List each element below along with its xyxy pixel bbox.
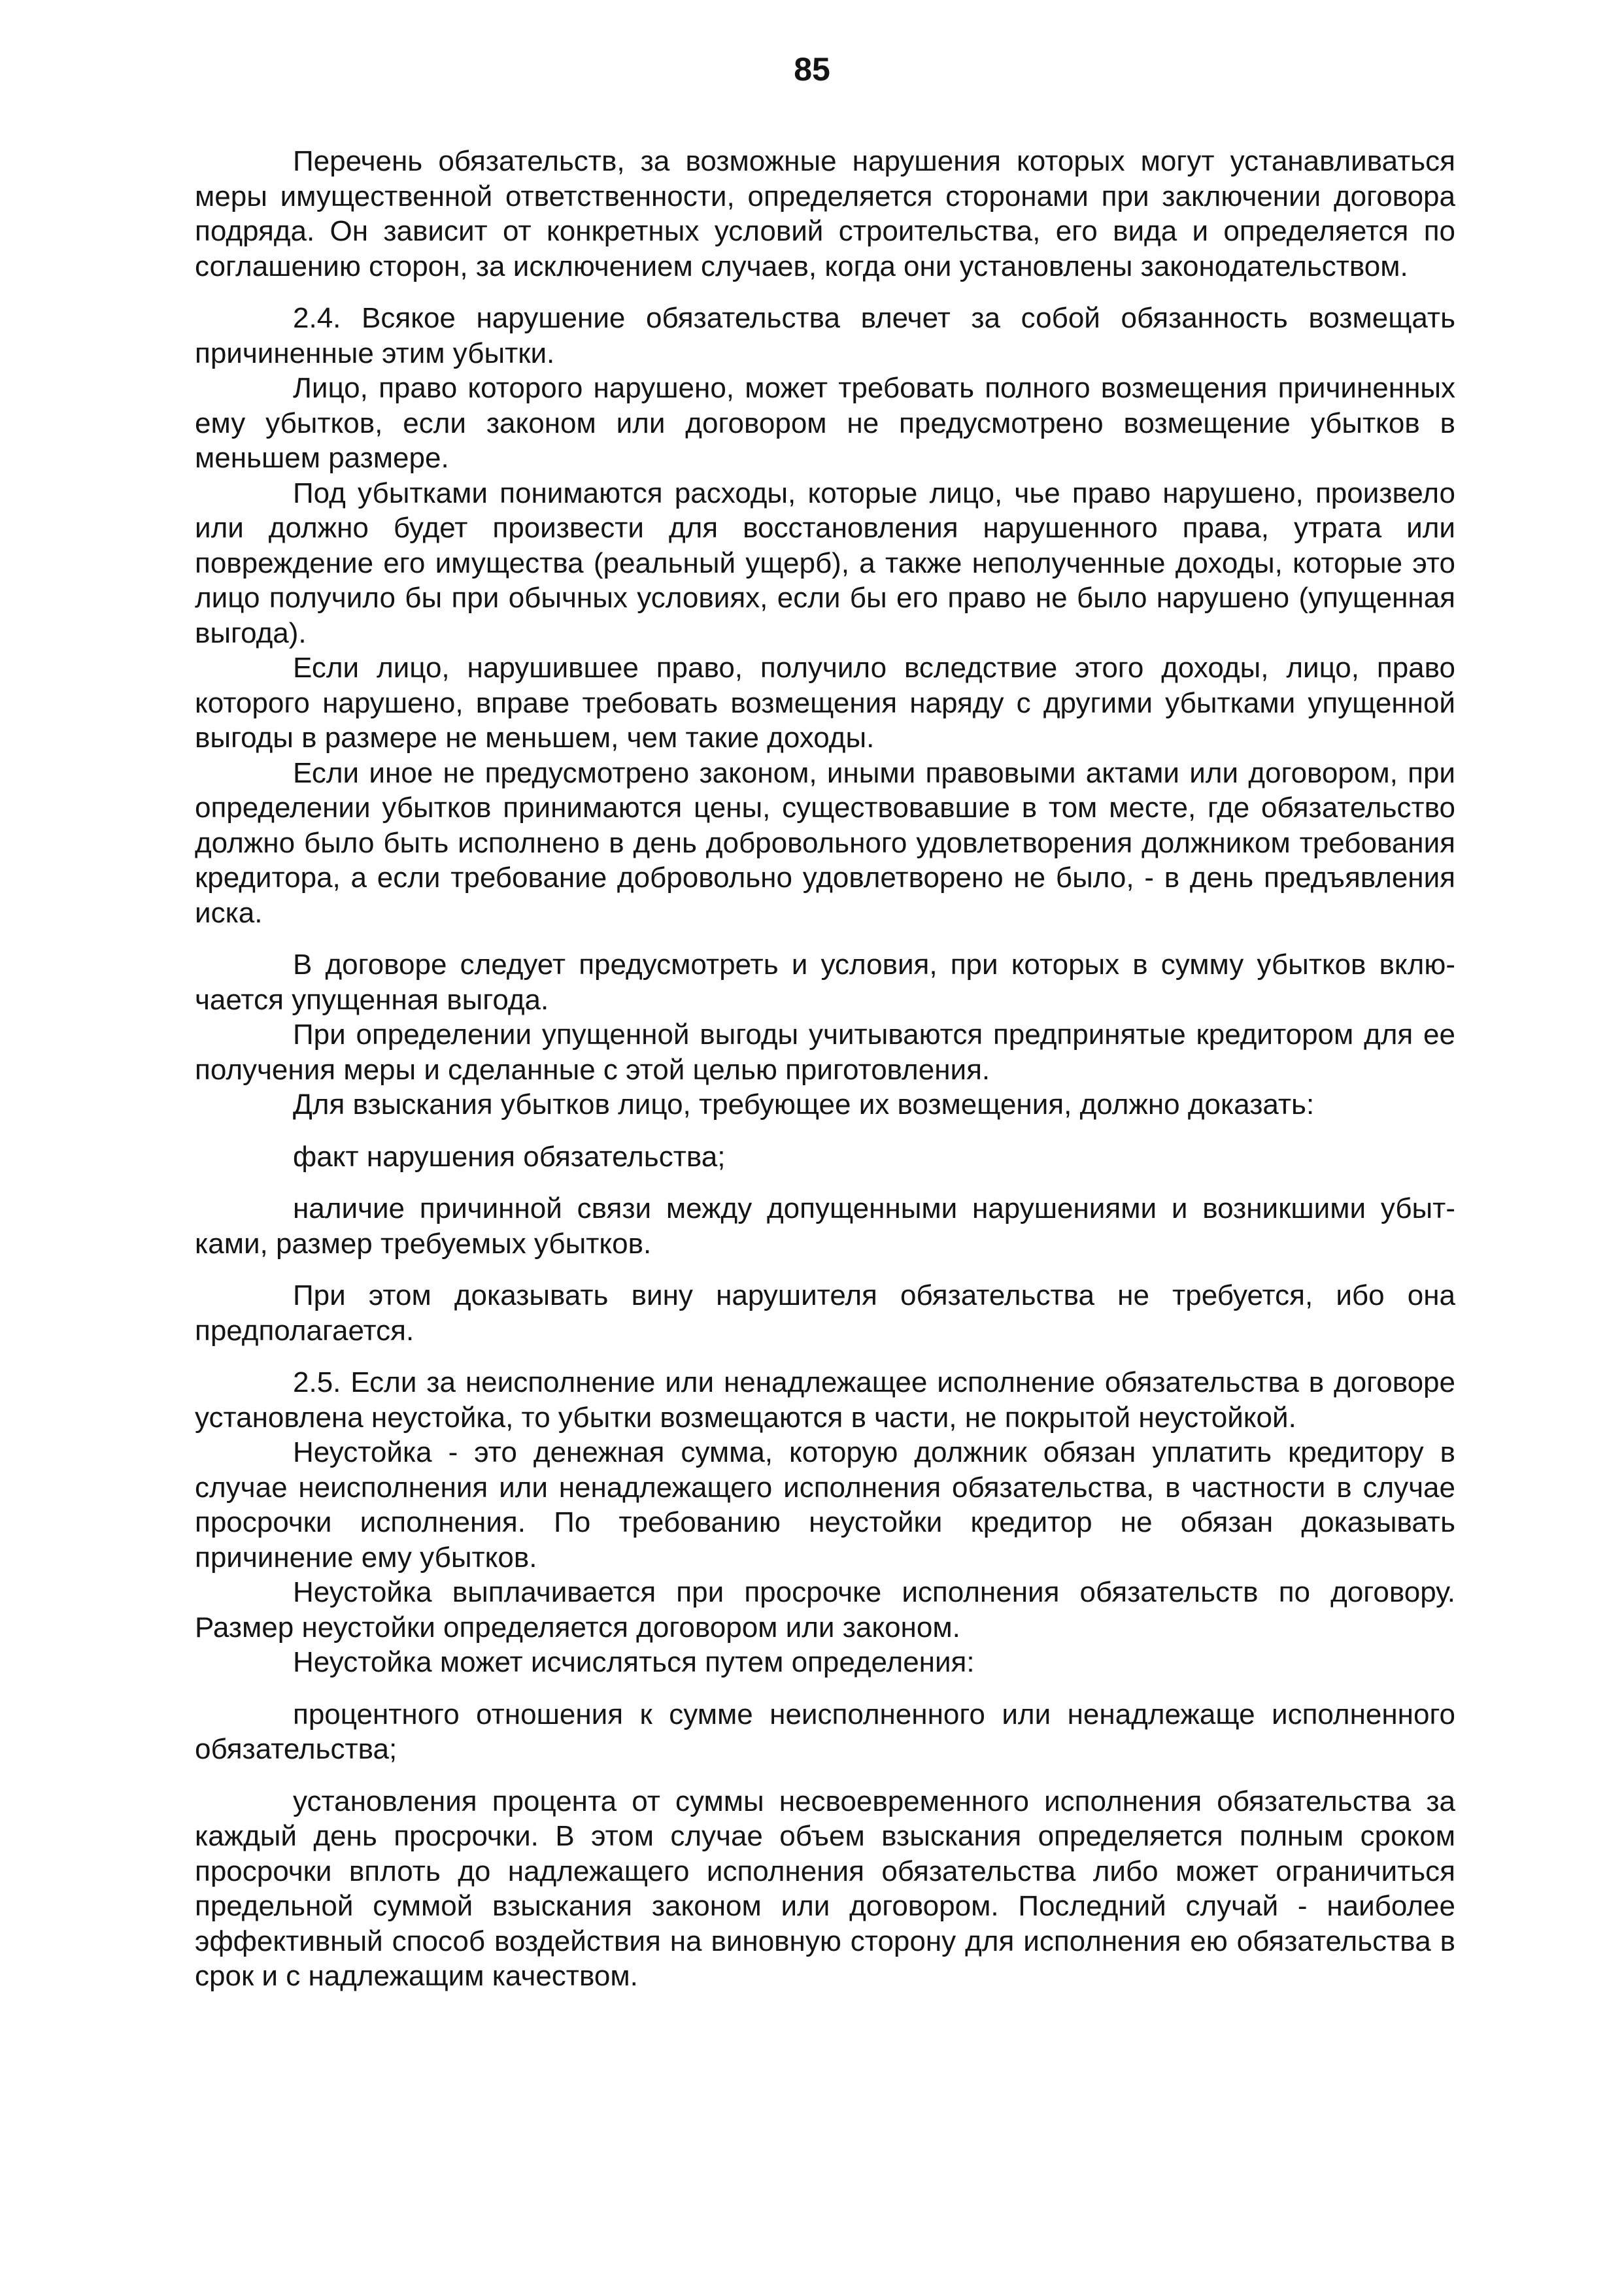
paragraph: процентного отношения к сумме неисполненного или ненадлежаще исполненного обязательства; <box>195 1698 1455 1765</box>
paragraph: Если иное не предусмотрено законом, иными правовыми актами или договором, при определении убытков принимаются цены, существовавшие в том месте, где обязательство должно было быть исполнено в день добровольного удовлетворения должником требования кредитора, а если требование добровольно удовлетворено не было, - в день предъявления иска. <box>195 756 1455 929</box>
paragraph: 2.4. Всякое нарушение обязательства влечет за собой обязанность возмещать причиненные этим убытки. <box>195 302 1455 369</box>
paragraph: При этом доказывать вину нарушителя обязательства не требуется, ибо она предполагается. <box>195 1279 1455 1347</box>
paragraph: Перечень обязательств, за возможные нарушения которых могут устанавливаться меры имущественной ответственности, определяется сторонами при заключении договора подряда. Он зависит от конкретных условий строительства, его вида и определяется по соглашению сторон, за исключением случаев, когда они установлены законодательством. <box>195 145 1455 282</box>
paragraph: 2.5. Если за неисполнение или ненадлежащее исполнение обязательства в договоре установлена неустойка, то убытки возмещаются в части, не покрытой неустойкой. <box>195 1366 1455 1434</box>
paragraph: Неустойка может исчисляться путем определения: <box>293 1646 975 1678</box>
paragraph: Под убытками понимаются расходы, которые лицо, чье право нарушено, произвело или должно будет произвести для восстановления нарушенного права, утрата или повреждение его имущества (реальный ущерб), а также неполученные доходы, которые это лицо получило бы при обычных условиях, если бы его право не было нарушено (упущенная выгода). <box>195 477 1455 649</box>
paragraph: Если лицо, нарушившее право, получило вследствие этого доходы, лицо, право которого нарушено, вправе требовать возмещения наряду с другими убытками упущенной выгоды в размере не меньшем, чем такие доходы. <box>195 652 1455 754</box>
paragraph: Для взыскания убытков лицо, требующее их возмещения, должно доказать: <box>293 1088 1315 1121</box>
paragraph: В договоре следует предусмотреть и условия, при которых в сумму убытков включается упущенная выгода. <box>195 949 1455 1016</box>
paragraph: Неустойка - это денежная сумма, которую должник обязан уплатить кредитору в случае неисполнения или ненадлежащего исполнения обязательства, в частности в случае просрочки исполнения. По требованию неустойки кредитор не обязан доказывать причинение ему убытков. <box>195 1436 1455 1574</box>
paragraph: установления процента от суммы несвоевременного исполнения обязательства за каждый день просрочки. В этом случае объем взыскания определяется полным сроком просрочки вплоть до надлежащего исполнения обязательства либо может ограничиться предельной суммой взыскания законом или договором. Последний случай - наиболее эффективный способ воздействия на виновную сторону для исполнения ею обязательства в срок и с надлежащим качеством. <box>195 1785 1455 1992</box>
body-text <box>195 144 1455 1994</box>
paragraph: При определении упущенной выгоды учитываются предпринятые кредитором для ее получения меры и сделанные с этой целью приготовления. <box>195 1019 1455 1086</box>
paragraph: Неустойка выплачивается при просрочке исполнения обязательств по договору. Размер неустойки определяется договором или законом. <box>195 1576 1455 1644</box>
paragraph: наличие причинной связи между допущенными нарушениями и возникшими убытками, размер требуемых убытков. <box>195 1192 1455 1260</box>
paragraph: Лицо, право которого нарушено, может требовать полного возмещения причиненных ему убытков, если законом или договором не предусмотрено возмещение убытков в меньшем размере. <box>195 372 1455 474</box>
page-number: 85 <box>794 51 830 88</box>
paragraph: факт нарушения обязательства; <box>293 1140 726 1173</box>
